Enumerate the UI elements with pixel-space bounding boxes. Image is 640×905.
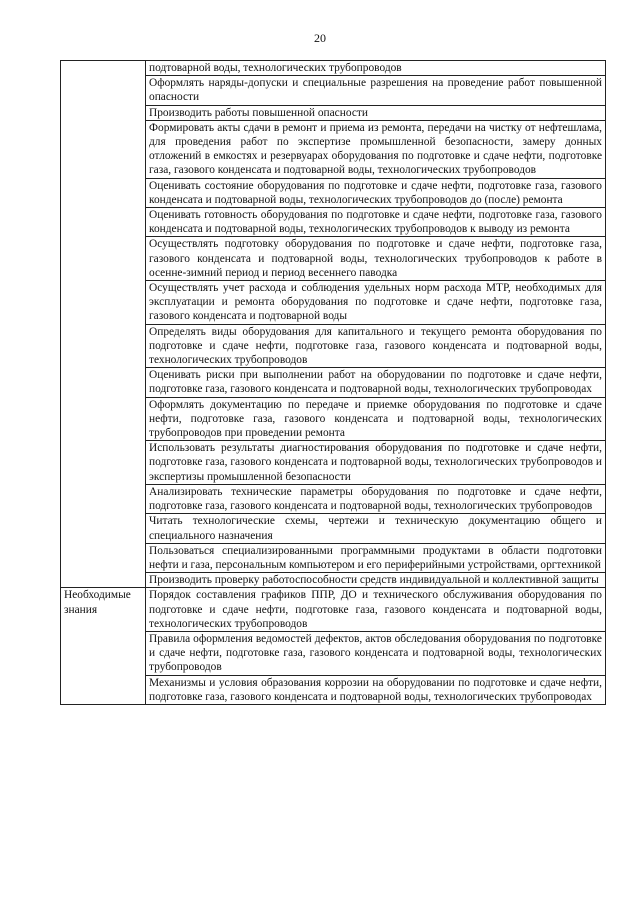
- list-item: Правила оформления ведомостей дефектов, актов обследования оборудования по подготовке и сдаче нефти, подготовке газа, газового конденсата и подтоварной воды, технологических трубопроводов: [146, 631, 606, 675]
- list-item: Производить проверку работоспособности средств индивидуальной и коллективной защиты: [146, 573, 606, 588]
- list-item: Оценивать состояние оборудования по подготовке и сдаче нефти, подготовке газа, газового конденсата и подтоварной воды, технологических трубопроводов до (после) ремонта: [146, 178, 606, 207]
- list-item: Оценивать готовность оборудования по подготовке и сдаче нефти, подготовке газа, газового конденсата и подтоварной воды, технологических трубопроводов к выводу из ремонта: [146, 208, 606, 237]
- list-item: Осуществлять подготовку оборудования по подготовке и сдаче нефти, подготовке газа, газового конденсата и подтоварной воды, технологических трубопроводов к работе в осенне-зимний период и период весеннего паводка: [146, 237, 606, 281]
- list-item: Оформлять документацию по передаче и приемке оборудования по подготовке и сдаче нефти, подготовке газа, газового конденсата и подтоварной воды, технологических трубопроводов при проведении ремонта: [146, 397, 606, 441]
- table-row: [61, 588, 606, 632]
- list-item: Осуществлять учет расхода и соблюдения удельных норм расхода МТР, необходимых для эксплуатации и ремонта оборудования по подготовке и сдаче нефти, подготовке газа, газового конденсата и подтоварной воды: [146, 281, 606, 325]
- list-item: Анализировать технические параметры оборудования по подготовке и сдаче нефти, подготовке газа, газового конденсата и подтоварной воды, технологических трубопроводов: [146, 484, 606, 513]
- list-item: Читать технологические схемы, чертежи и техническую документацию общего и специального назначения: [146, 514, 606, 543]
- list-item: Порядок составления графиков ППР, ДО и технического обслуживания оборудования по подготовке и сдаче нефти, подготовке газа, газового конденсата и подтоварной воды, технологических трубопроводов: [146, 588, 606, 632]
- list-item: подтоварной воды, технологических трубопроводов: [146, 61, 606, 76]
- list-item: Пользоваться специализированными программными продуктами в области подготовки нефти и газа, персональным компьютером и его периферийными устройствами, оргтехникой: [146, 543, 606, 572]
- list-item: Оформлять наряды-допуски и специальные разрешения на проведение работ повышенной опасности: [146, 76, 606, 105]
- row-label-skills: [61, 61, 146, 588]
- list-item: Оценивать риски при выполнении работ на оборудовании по подготовке и сдаче нефти, подготовке газа, газового конденсата и подтоварной воды, технологических трубопроводах: [146, 368, 606, 397]
- list-item: Производить работы повышенной опасности: [146, 105, 606, 120]
- row-label-knowledge: Необходимые знания: [61, 588, 146, 705]
- list-item: Механизмы и условия образования коррозии на оборудовании по подготовке и сдаче нефти, подготовке газа, газового конденсата и подтоварной воды, технологических трубопроводах: [146, 675, 606, 704]
- requirements-table: [60, 60, 606, 705]
- page-number: 20: [314, 31, 326, 45]
- table-row: [61, 61, 606, 76]
- list-item: Определять виды оборудования для капитального и текущего ремонта оборудования по подготовке и сдаче нефти, подготовке газа, газового конденсата и подтоварной воды, технологических трубопроводов: [146, 324, 606, 368]
- list-item: Формировать акты сдачи в ремонт и приема из ремонта, передачи на чистку от нефтешлама, для проведения работ по экспертизе промышленной безопасности, замеру донных отложений в емкостях и резервуарах оборудования по подготовке и сдаче нефти, подготовке газа, газового конденсата и подтоварной воды, технологических трубопроводов: [146, 120, 606, 178]
- list-item: Использовать результаты диагностирования оборудования по подготовке и сдаче нефти, подготовке газа, газового конденсата и подтоварной воды, технологических трубопроводов и экспертизы промышленной безопасности: [146, 441, 606, 485]
